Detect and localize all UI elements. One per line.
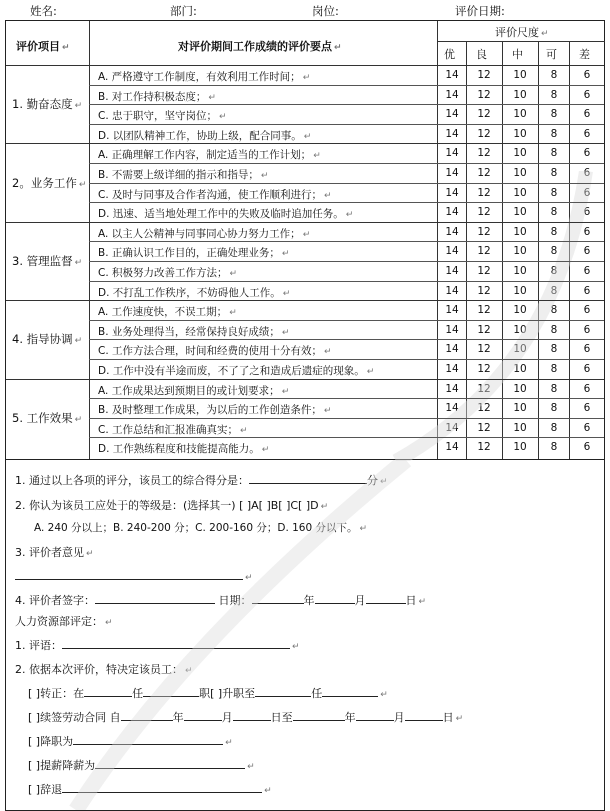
score-option[interactable]: 8 bbox=[550, 441, 558, 454]
score-option[interactable]: 6 bbox=[583, 323, 591, 336]
category-label: 3. 管理监督 ↵ bbox=[12, 254, 83, 268]
evaluation-table bbox=[5, 20, 605, 460]
score-option[interactable]: 10 bbox=[513, 108, 527, 121]
score-option[interactable]: 14 bbox=[445, 382, 459, 395]
grade-header: 中 bbox=[512, 48, 523, 61]
form-header bbox=[0, 0, 610, 20]
score-option[interactable]: 12 bbox=[477, 343, 491, 356]
score-option[interactable]: 10 bbox=[513, 363, 527, 375]
score-option[interactable]: 10 bbox=[513, 245, 527, 258]
criteria-item: A. 以主人公精神与同事同心协力努力工作； ↵ bbox=[98, 227, 311, 240]
criteria-item: A. 严格遵守工作制度，有效利用工作时间； ↵ bbox=[98, 71, 311, 83]
score-option[interactable]: 14 bbox=[445, 69, 459, 81]
score-option[interactable]: 12 bbox=[477, 421, 491, 434]
score-option[interactable]: 6 bbox=[583, 186, 591, 199]
score-option[interactable]: 14 bbox=[445, 245, 459, 258]
score-option[interactable]: 8 bbox=[550, 108, 558, 121]
score-option[interactable]: 8 bbox=[550, 167, 558, 179]
score-option[interactable]: 10 bbox=[513, 225, 527, 238]
score-option[interactable]: 14 bbox=[445, 147, 459, 160]
score-option[interactable]: 12 bbox=[477, 186, 491, 199]
criteria-item: C. 积极努力改善工作方法； ↵ bbox=[98, 267, 238, 279]
score-option[interactable]: 14 bbox=[445, 441, 459, 454]
score-option[interactable]: 14 bbox=[445, 88, 459, 101]
score-option[interactable]: 10 bbox=[513, 147, 527, 160]
evaluator-signature-line: 4. 评价者签字： 日期： 年 月 日 ↵ bbox=[15, 594, 427, 607]
criteria-item: B. 业务处理得当，经常保持良好成绩； ↵ bbox=[98, 325, 290, 338]
score-option[interactable]: 6 bbox=[583, 167, 591, 179]
score-option[interactable]: 10 bbox=[513, 421, 527, 434]
score-option[interactable]: 8 bbox=[550, 421, 558, 434]
score-option[interactable]: 14 bbox=[445, 127, 459, 140]
position-label: 岗位: bbox=[312, 4, 339, 18]
category-label: 4. 指导协调 ↵ bbox=[12, 332, 83, 347]
score-option[interactable]: 8 bbox=[550, 284, 558, 297]
score-option[interactable]: 14 bbox=[445, 186, 459, 199]
criteria-item: B. 不需要上级详细的指示和指导； ↵ bbox=[98, 169, 269, 181]
score-option[interactable]: 14 bbox=[445, 265, 459, 277]
score-option[interactable]: 10 bbox=[513, 127, 527, 140]
score-option[interactable]: 14 bbox=[445, 108, 459, 121]
category-label: 5. 工作效果 ↵ bbox=[12, 410, 83, 425]
score-option[interactable]: 10 bbox=[513, 88, 527, 101]
contract-renewal-line: [ ]续签劳动合同 自 年 月 日至 年 月 日 ↵ bbox=[28, 711, 464, 724]
score-option[interactable]: 8 bbox=[550, 382, 558, 395]
criteria-item: D. 以团队精神工作，协助上级，配合同事。 ↵ bbox=[98, 129, 312, 142]
score-option[interactable]: 14 bbox=[445, 167, 459, 179]
criteria-item: D. 不打乱工作秩序，不妨碍他人工作。 ↵ bbox=[98, 286, 291, 299]
grade-options: A. 240 分以上；B. 240-200 分；C. 200-160 分；D. 160 分以下。 ↵ bbox=[34, 522, 368, 534]
category-label: 2。业务工作 ↵ bbox=[12, 175, 87, 190]
score-option[interactable]: 12 bbox=[477, 304, 491, 317]
criteria-item: A. 工作速度快，不误工期； ↵ bbox=[98, 306, 237, 319]
hr-assessment-title: 人力资源部评定： ↵ bbox=[15, 615, 113, 628]
department-label: 部门: bbox=[170, 4, 197, 18]
score-option[interactable]: 12 bbox=[477, 147, 491, 160]
score-option[interactable]: 8 bbox=[550, 206, 558, 219]
criteria-item: B. 正确认识工作目的，正确处理业务； ↵ bbox=[98, 247, 290, 260]
total-score-line: 1. 通过以上各项的评分，该员工的综合得分是： 分 ↵ bbox=[15, 474, 388, 487]
score-option[interactable]: 8 bbox=[550, 245, 558, 258]
score-option[interactable]: 10 bbox=[513, 382, 527, 395]
score-option[interactable]: 6 bbox=[583, 382, 591, 395]
score-option[interactable]: 12 bbox=[477, 167, 491, 179]
score-option[interactable]: 6 bbox=[583, 343, 591, 356]
score-option[interactable]: 10 bbox=[513, 284, 527, 297]
score-option[interactable]: 14 bbox=[445, 402, 459, 415]
criteria-item: D. 工作中没有半途而废，不了了之和造成后遗症的现象。 ↵ bbox=[98, 365, 375, 377]
score-option[interactable]: 12 bbox=[477, 265, 491, 277]
score-option[interactable]: 6 bbox=[583, 245, 591, 258]
score-option[interactable]: 14 bbox=[445, 421, 459, 434]
score-option[interactable]: 6 bbox=[583, 284, 591, 297]
score-option[interactable]: 10 bbox=[513, 441, 527, 454]
score-option[interactable]: 10 bbox=[513, 304, 527, 317]
score-option[interactable]: 6 bbox=[583, 402, 591, 415]
score-option[interactable]: 10 bbox=[513, 323, 527, 336]
score-option[interactable]: 6 bbox=[583, 127, 591, 140]
score-option[interactable]: 6 bbox=[583, 88, 591, 101]
score-option[interactable]: 14 bbox=[445, 284, 459, 297]
score-option[interactable]: 12 bbox=[477, 402, 491, 415]
category-label: 1. 勤奋态度 ↵ bbox=[12, 97, 83, 112]
criteria-item: C. 工作总结和汇报准确真实； ↵ bbox=[98, 423, 248, 436]
score-option[interactable]: 12 bbox=[477, 284, 491, 297]
grade-header: 良 bbox=[476, 48, 487, 61]
score-option[interactable]: 12 bbox=[477, 382, 491, 395]
evaluation-date-label: 评价日期: bbox=[455, 4, 505, 18]
criteria-item: D. 迅速、适当地处理工作中的失败及临时追加任务。 ↵ bbox=[98, 208, 354, 221]
grade-header: 差 bbox=[579, 48, 590, 61]
criteria-item: D. 工作熟练程度和技能提高能力。 ↵ bbox=[98, 443, 270, 456]
score-option[interactable]: 14 bbox=[445, 363, 459, 375]
score-option[interactable]: 12 bbox=[477, 127, 491, 140]
criteria-item: C. 及时与同事及合作者沟通，使工作顺利进行； ↵ bbox=[98, 188, 332, 201]
score-option[interactable]: 6 bbox=[583, 304, 591, 317]
hr-comment-line: 1. 评语： ↵ bbox=[15, 639, 300, 652]
score-option[interactable]: 6 bbox=[583, 206, 591, 219]
score-option[interactable]: 10 bbox=[513, 206, 527, 219]
score-option[interactable]: 10 bbox=[513, 69, 527, 81]
score-option[interactable]: 8 bbox=[550, 402, 558, 415]
score-option[interactable]: 10 bbox=[513, 167, 527, 179]
name-label: 姓名: bbox=[30, 4, 57, 18]
grade-line: 2. 你认为该员工应处于的等级是：(选择其一) [ ]A[ ]B[ ]C[ ]D ↵ bbox=[15, 499, 329, 512]
watermark-lower bbox=[66, 460, 426, 810]
score-option[interactable]: 8 bbox=[550, 88, 558, 101]
score-option[interactable]: 8 bbox=[550, 225, 558, 238]
score-option[interactable]: 12 bbox=[477, 245, 491, 258]
score-option[interactable]: 6 bbox=[583, 265, 591, 277]
score-option[interactable]: 6 bbox=[583, 363, 591, 375]
demotion-line: [ ]降职为 ↵ bbox=[28, 735, 233, 748]
criteria-item: B. 及时整理工作成果，为以后的工作创造条件； ↵ bbox=[98, 404, 332, 417]
grade-header: 优 bbox=[444, 48, 455, 61]
score-option[interactable]: 12 bbox=[477, 206, 491, 219]
criteria-item: B. 对工作持积极态度； ↵ bbox=[98, 90, 216, 103]
score-option[interactable]: 10 bbox=[513, 186, 527, 199]
score-option[interactable]: 14 bbox=[445, 206, 459, 219]
score-option[interactable]: 12 bbox=[477, 69, 491, 81]
score-option[interactable]: 8 bbox=[550, 323, 558, 336]
score-option[interactable]: 6 bbox=[583, 108, 591, 121]
evaluator-opinion-field-line: ↵ bbox=[15, 568, 253, 583]
dismissal-line: [ ]辞退 ↵ bbox=[28, 783, 272, 796]
score-option[interactable]: 10 bbox=[513, 265, 527, 277]
column-header-item: 评价项目 ↵ bbox=[16, 40, 70, 53]
score-option[interactable]: 14 bbox=[445, 323, 459, 336]
score-option[interactable]: 12 bbox=[477, 88, 491, 101]
hr-decision-label: 2. 依据本次评价，特决定该员工： ↵ bbox=[15, 663, 193, 676]
score-option[interactable]: 6 bbox=[583, 441, 591, 454]
criteria-item: A. 工作成果达到预期目的或计划要求； ↵ bbox=[98, 384, 290, 397]
score-option[interactable]: 12 bbox=[477, 108, 491, 121]
score-option[interactable]: 8 bbox=[550, 147, 558, 160]
score-option[interactable]: 6 bbox=[583, 225, 591, 238]
criteria-item: A. 正确理解工作内容，制定适当的工作计划； ↵ bbox=[98, 149, 321, 162]
score-option[interactable]: 14 bbox=[445, 304, 459, 317]
score-option[interactable]: 12 bbox=[477, 363, 491, 375]
promotion-line: [ ]转正：在 任 职[ ]升职至 任 ↵ bbox=[28, 687, 388, 700]
score-option[interactable]: 12 bbox=[477, 323, 491, 336]
score-option[interactable]: 12 bbox=[477, 225, 491, 238]
column-header-scale: 评价尺度 ↵ bbox=[495, 26, 549, 39]
score-option[interactable]: 8 bbox=[550, 265, 558, 277]
criteria-item: C. 忠于职守，坚守岗位； ↵ bbox=[98, 110, 227, 123]
column-header-points: 对评价期间工作成绩的评价要点 ↵ bbox=[178, 40, 342, 53]
evaluation-summary bbox=[5, 460, 605, 811]
score-option[interactable]: 14 bbox=[445, 225, 459, 238]
score-option[interactable]: 8 bbox=[550, 304, 558, 317]
score-option[interactable]: 12 bbox=[477, 441, 491, 454]
evaluator-opinion-label: 3. 评价者意见 ↵ bbox=[15, 546, 94, 559]
score-option[interactable]: 6 bbox=[583, 69, 591, 81]
grade-header: 可 bbox=[546, 48, 557, 61]
score-option[interactable]: 6 bbox=[583, 147, 591, 160]
score-option[interactable]: 8 bbox=[550, 363, 558, 375]
salary-adjust-line: [ ]提薪降薪为 ↵ bbox=[28, 759, 255, 772]
score-option[interactable]: 8 bbox=[550, 343, 558, 356]
criteria-item: C. 工作方法合理，时间和经费的使用十分有效； ↵ bbox=[98, 345, 332, 358]
score-option[interactable]: 10 bbox=[513, 343, 527, 356]
score-option[interactable]: 6 bbox=[583, 421, 591, 434]
score-option[interactable]: 8 bbox=[550, 69, 558, 81]
score-option[interactable]: 8 bbox=[550, 127, 558, 140]
score-option[interactable]: 8 bbox=[550, 186, 558, 199]
score-option[interactable]: 10 bbox=[513, 402, 527, 415]
score-option[interactable]: 14 bbox=[445, 343, 459, 356]
